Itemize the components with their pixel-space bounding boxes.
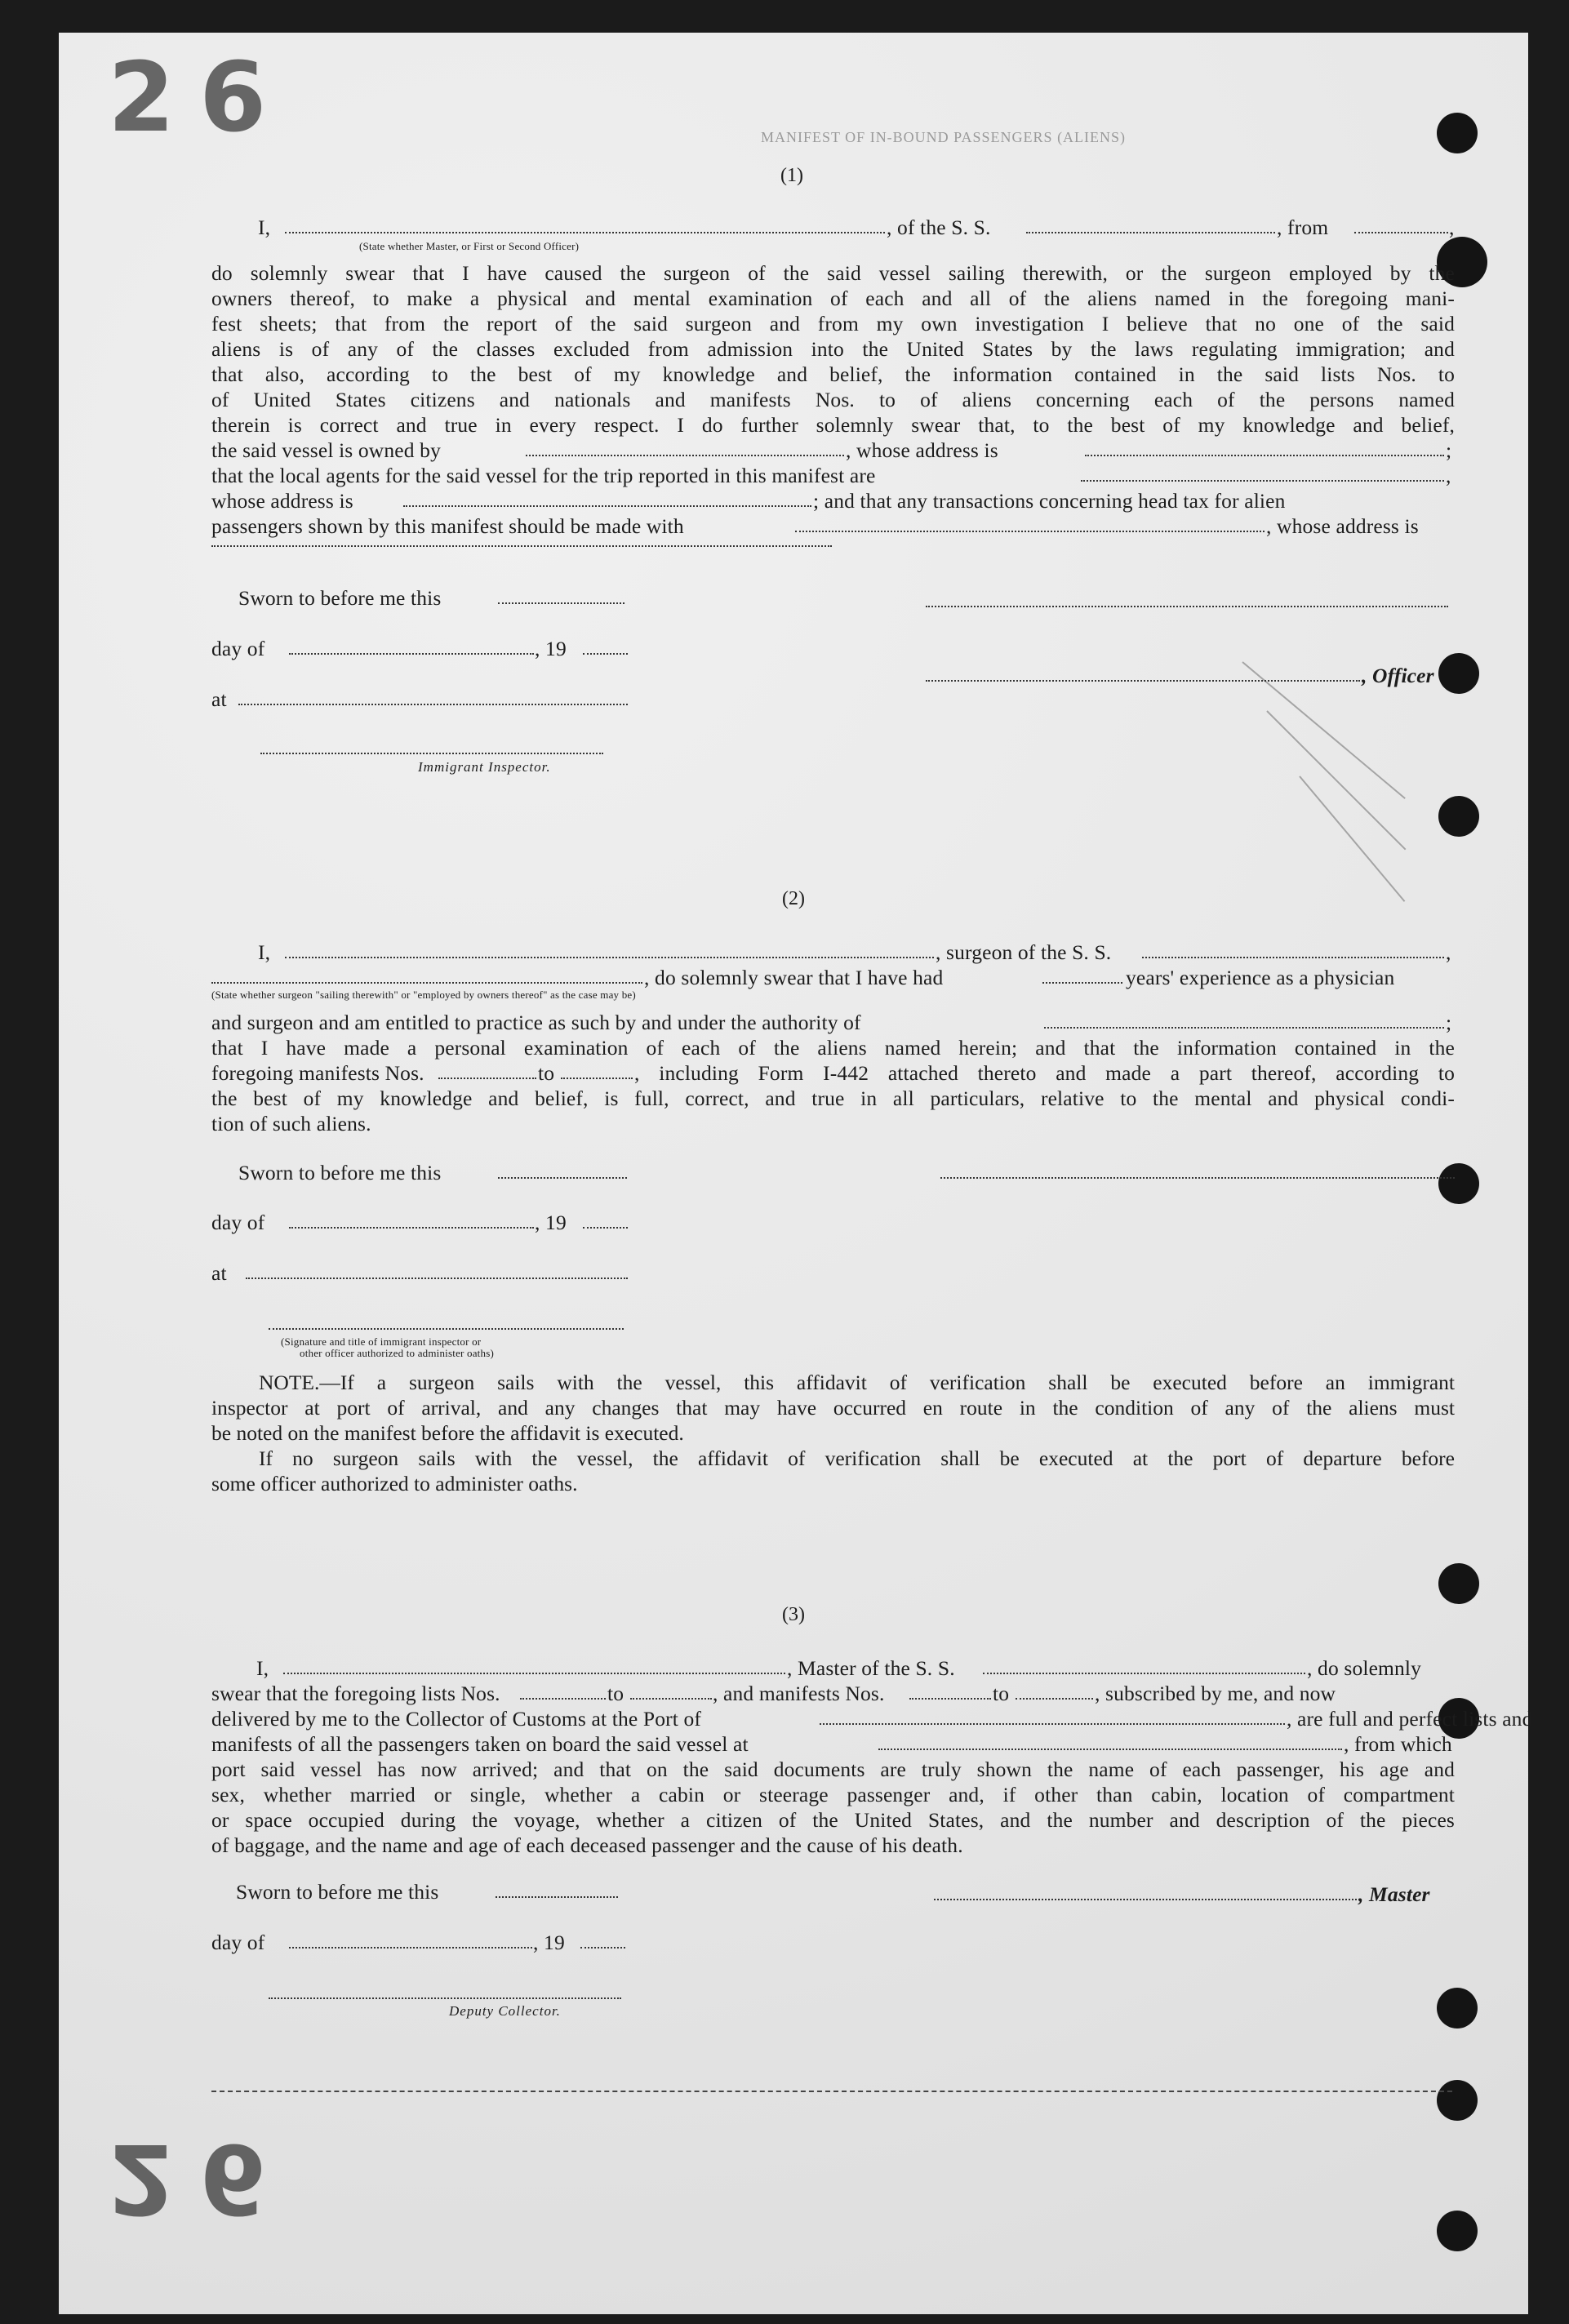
section-3-body-line: port said vessel has now arrived; and that on the said documents are truly shown the name of each passenger, his age and bbox=[211, 1757, 1455, 1781]
section-1-owned-line: the said vessel is owned by , whose address is ; bbox=[211, 438, 1452, 462]
section-3-day-of: day of , 19 bbox=[211, 1929, 636, 1956]
section-1-body-line: do solemnly swear that I have caused the surgeon of the said vessel sailing therewith, or the surgeon employed by the bbox=[211, 261, 1455, 285]
section-3-line-4: manifests of all the passengers taken on board the said vessel at , from which bbox=[211, 1732, 1452, 1756]
collector-signature-line bbox=[269, 1997, 621, 1999]
punch-hole bbox=[1438, 796, 1479, 837]
inspector-signature-line bbox=[260, 753, 603, 754]
section-2-line-1: I, , surgeon of the S. S. , bbox=[258, 940, 1451, 964]
officer-signature-line-upper bbox=[926, 606, 1448, 607]
section-1-body-line: therein is correct and true in every respect. I do further solemnly swear that, to the best of my knowledge and belief, bbox=[211, 413, 1455, 437]
section-3-sworn: Sworn to before me this bbox=[236, 1878, 644, 1905]
section-1-body-line: owners thereof, to make a physical and mental examination of each and all of the aliens named in the foregoing mani- bbox=[211, 287, 1455, 310]
surgeon-signature-line bbox=[940, 1177, 1455, 1179]
section-1-agents-line: that the local agents for the said vessel for the trip reported in this manifest are , bbox=[211, 464, 1451, 487]
section-2-sworn: Sworn to before me this bbox=[238, 1159, 647, 1186]
section-1-number: (1) bbox=[780, 165, 803, 186]
section-2-line-3: and surgeon and am entitled to practice as such by and under the authority of ; bbox=[211, 1011, 1452, 1034]
section-1-sub-note: (State whether Master, or First or Second Officer) bbox=[359, 240, 580, 252]
page-number-stamp-top: 26 bbox=[108, 41, 291, 153]
note-line: some officer authorized to administer oaths. bbox=[211, 1472, 578, 1495]
section-2-day-of: day of , 19 bbox=[211, 1209, 636, 1236]
faint-header: MANIFEST OF IN-BOUND PASSENGERS (ALIENS) bbox=[761, 129, 1127, 145]
section-1-officer: , Officer bbox=[926, 662, 1456, 689]
section-2-line-6: the best of my knowledge and belief, is full, correct, and true in all particulars, relative to the mental and physical condi- bbox=[211, 1086, 1455, 1110]
section-2-at: at bbox=[211, 1260, 636, 1286]
punch-hole bbox=[1437, 1988, 1478, 2029]
section-1-passengers-line: passengers shown by this manifest should be made with , whose address is bbox=[211, 514, 1419, 538]
section-3-line-1: I, , Master of the S. S. , do solemnly bbox=[256, 1656, 1422, 1680]
section-3-body-line: or space occupied during the voyage, whether a citizen of the United States, and the number and description of the pieces bbox=[211, 1808, 1455, 1832]
section-2-sub-note: (State whether surgeon "sailing therewith" or "employed by owners thereof" as the case may be) bbox=[211, 989, 636, 1001]
section-1-sworn: Sworn to before me this bbox=[238, 584, 647, 611]
section-3-number: (3) bbox=[782, 1604, 805, 1625]
note-line: NOTE.—If a surgeon sails with the vessel, this affidavit of verification shall be executed before an immigrant bbox=[259, 1371, 1455, 1394]
manifest-page bbox=[59, 33, 1533, 2314]
punch-hole bbox=[1438, 1163, 1479, 1204]
note-line: If no surgeon sails with the vessel, the affidavit of verification shall be executed at the port of departure before bbox=[259, 1446, 1455, 1470]
punch-hole bbox=[1437, 113, 1478, 153]
section-1-at: at bbox=[211, 686, 636, 713]
section-3-line-3: delivered by me to the Collector of Customs at the Port of , are full and perfect lists and bbox=[211, 1707, 1533, 1731]
section-1-whose-line: whose address is ; and that any transactions concerning head tax for alien bbox=[211, 489, 1286, 513]
oath-officer-caption-2: other officer authorized to administer oaths) bbox=[300, 1347, 494, 1359]
punch-hole bbox=[1438, 1563, 1479, 1604]
punch-hole bbox=[1437, 2080, 1478, 2121]
section-1-body-line: that also, according to the best of my knowledge and belief, the information contained in the said lists Nos. to bbox=[211, 362, 1455, 386]
note-line: be noted on the manifest before the affidavit is executed. bbox=[211, 1421, 684, 1445]
oath-officer-signature-line bbox=[269, 1328, 624, 1330]
section-1-body-line: fest sheets; that from the report of the said surgeon and from my own investigation I believe that no one of the said bbox=[211, 312, 1455, 335]
section-2-line-4: that I have made a personal examination of each of the aliens named herein; and that the information contained in the bbox=[211, 1036, 1455, 1060]
inspector-caption: Immigrant Inspector. bbox=[418, 759, 551, 775]
bottom-rule bbox=[211, 2090, 1452, 2092]
punch-hole bbox=[1437, 2211, 1478, 2251]
collector-caption: Deputy Collector. bbox=[449, 2003, 561, 2019]
section-3-body-line: sex, whether married or single, whether a cabin or steerage passenger and, if other than cabin, location of compartment bbox=[211, 1783, 1455, 1806]
section-1-line-1: I, , of the S. S. , from , bbox=[258, 216, 1455, 239]
section-1-body-line: of United States citizens and nationals and manifests Nos. to of aliens concerning each of the persons named bbox=[211, 388, 1455, 411]
section-1-day-of: day of , 19 bbox=[211, 635, 636, 662]
section-3-line-2: swear that the foregoing lists Nos. to , and manifests Nos. to , subscribed by me, and now bbox=[211, 1682, 1336, 1705]
section-2-line-7: tion of such aliens. bbox=[211, 1112, 371, 1135]
page-number-stamp-bottom: 26 bbox=[108, 2122, 291, 2235]
section-3-body-line: of baggage, and the name and age of each deceased passenger and the cause of his death. bbox=[211, 1833, 963, 1857]
dotted-rule bbox=[211, 545, 832, 547]
section-2-number: (2) bbox=[782, 888, 805, 909]
section-1-body-line: aliens is of any of the classes excluded from admission into the United States by the laws regulating immigration; and bbox=[211, 337, 1455, 361]
section-2-line-2: , do solemnly swear that I have had years' experience as a physician bbox=[211, 964, 1455, 991]
section-3-master: , Master bbox=[934, 1881, 1456, 1908]
oath-officer-caption-1: (Signature and title of immigrant inspector or bbox=[281, 1335, 482, 1348]
section-2-line-5: foregoing manifests Nos. to , including Form I-442 attached thereto and made a part thereof, according to bbox=[211, 1061, 1455, 1085]
note-line: inspector at port of arrival, and any changes that may have occurred en route in the condition of any of the aliens must bbox=[211, 1396, 1455, 1420]
